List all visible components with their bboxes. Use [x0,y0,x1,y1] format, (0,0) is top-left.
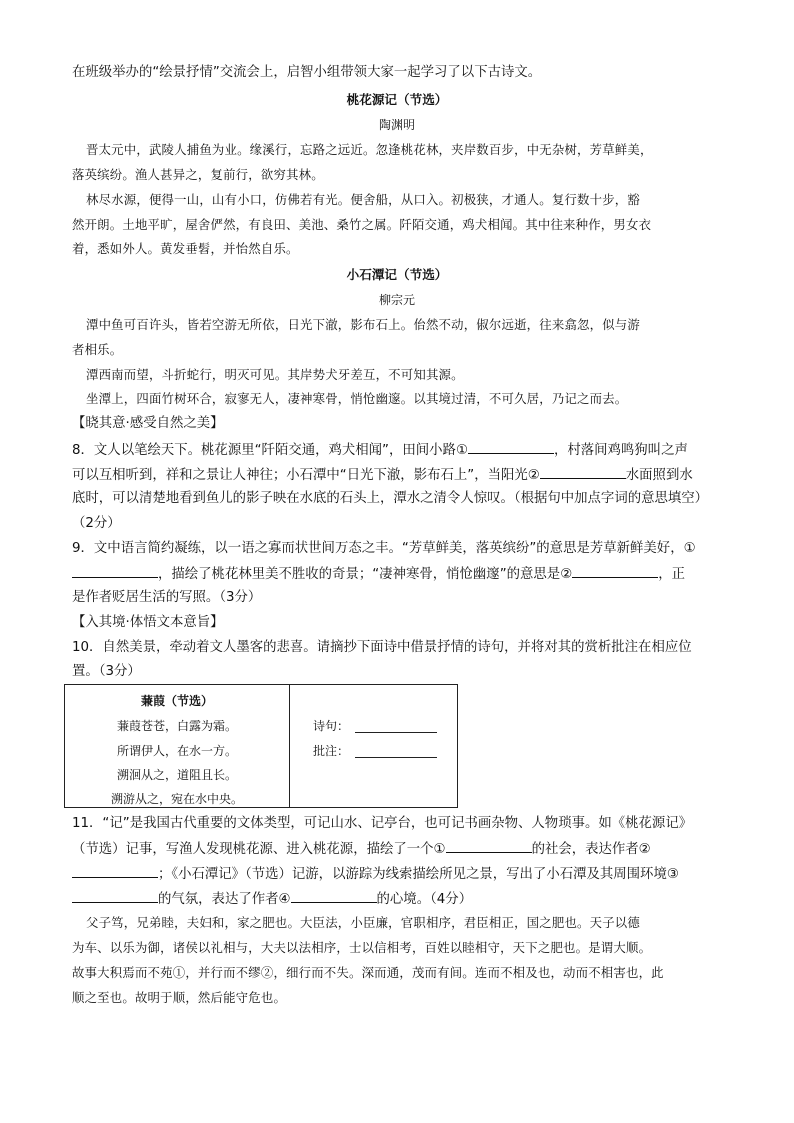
table-divider [289,685,290,807]
question-11-line: ；《小石潭记》（节选）记游，以游踪为线索描绘所见之景，写出了小石潭及其周围环境③ [72,864,679,884]
poem-title: 蒹葭（节选） [140,694,213,708]
section-heading: 【入其境·体悟文本意旨】 [72,615,224,630]
question-11-line: （节选）记事，写渔人发现桃花源、进入桃花源，描绘了一个① 的社会，表达作者② [72,839,651,859]
intro-text: 在班级举办的“绘景抒情”交流会上，启智小组带领大家一起学习了以下古诗文。 [72,65,542,80]
text3-line: 父子笃，兄弟睦，夫妇和，家之肥也。大臣法，小臣廉，官职相序，君臣相正，国之肥也。天子以德 [86,915,640,930]
text3-line: 为车、以乐为御，诸侯以礼相与，大夫以法相序，士以信相考，百姓以睦相守，天下之肥也。是谓大顺。 [72,940,652,955]
question-10-line: 10．自然美景，牵动着文人墨客的悲喜。请摘抄下面诗中借景抒情的诗句，并将对其的赏析批注在相应位 [72,640,692,655]
poem-line: 溯游从之，宛在水中央。 [110,792,243,806]
text2-line: 者相乐。 [72,342,123,357]
question-8-line: 可以互相听到，祥和之景让人神往；小石潭中“日光下澈，影布石上”，当阳光② 水面照到水 [72,465,693,485]
text1-author: 陶渊明 [378,118,415,132]
poem-line: 所谓伊人，在水一方。 [116,744,237,758]
answer-blank[interactable] [72,864,158,878]
poem-line: 蒹葭苍苍，白露为霜。 [116,719,237,733]
answer-blank[interactable] [72,564,158,578]
poem-answer-table [64,684,458,808]
question-9-line: ，描绘了桃花林里美不胜收的奇景；“凄神寒骨，悄怆幽邃”的意思是② ，正 [72,564,685,584]
verse-answer-line[interactable] [355,732,437,733]
question-11-line: 的气氛，表达了作者④ 的心境。（4分） [72,889,472,909]
note-label: 批注： [313,744,350,758]
text2-line: 潭中鱼可百许头，皆若空游无所依，日光下澈，影布石上。佁然不动，俶尔远逝，往来翕忽，似与游 [86,317,640,332]
answer-blank[interactable] [291,889,377,903]
note-answer-line[interactable] [355,757,437,758]
answer-blank[interactable] [540,465,626,479]
text3-line: 顺之至也。故明于顺，然后能守危也。 [72,990,287,1005]
text1-line: 然开朗。土地平旷，屋舍俨然，有良田、美池、桑竹之属。阡陌交通，鸡犬相闻。其中往来种作，男女衣 [72,217,652,232]
text3-line: 故事大积焉而不苑①，并行而不缪②，细行而不失。深而通，茂而有间。连而不相及也，动而不相害也，此 [72,965,664,980]
poem-line: 溯洄从之，道阻且长。 [116,768,237,782]
text1-title: 桃花源记（节选） [346,92,448,107]
answer-blank[interactable] [72,889,158,903]
question-11-line: 11．“记”是我国古代重要的文体类型，可记山水、记亭台，也可记书画杂物、人物琐事。如《桃花源记》 [72,816,693,831]
text1-line: 晋太元中，武陵人捕鱼为业。缘溪行，忘路之远近。忽逢桃花林，夹岸数百步，中无杂树，芳草鲜美， [86,142,653,157]
question-9-line: 9．文中语言简约凝练，以一语之寡而状世间万态之丰。“芳草鲜美，落英缤纷”的意思是芳草新鲜美好，① [72,541,696,556]
text2-line: 潭西南而望，斗折蛇行，明灭可见。其岸势犬牙差互，不可知其源。 [86,367,464,382]
answer-blank[interactable] [446,839,532,853]
question-8-line: 8．文人以笔绘天下。桃花源里“阡陌交通，鸡犬相闻”，田间小路① ，村落间鸡鸣狗叫之声 [72,440,688,460]
verse-label: 诗句： [313,719,350,733]
text1-line: 着，悉如外人。黄发垂髫，并怡然自乐。 [72,241,299,256]
question-10-line: 置。（3分） [72,664,141,679]
question-8-line: 底时，可以清楚地看到鱼儿的影子映在水底的石头上，潭水之清令人惊叹。（根据句中加点字词的意思填空） [72,491,709,506]
text2-line: 坐潭上，四面竹树环合，寂寥无人，凄神寒骨，悄怆幽邃。以其境过清，不可久居，乃记之而去。 [86,391,628,406]
answer-blank[interactable] [468,440,554,454]
text2-title: 小石潭记（节选） [346,267,448,282]
answer-blank[interactable] [572,564,658,578]
section-heading: 【晓其意·感受自然之美】 [72,416,224,431]
text2-author: 柳宗元 [378,293,415,307]
text1-line: 落英缤纷。渔人甚异之，复前行，欲穷其林。 [72,167,324,182]
question-8-score: （2分） [72,516,121,531]
question-9-line: 是作者贬居生活的写照。（3分） [72,590,262,605]
text1-line: 林尽水源，便得一山，山有小口，仿佛若有光。便舍船，从口入。初极狭，才通人。复行数十步，豁 [86,192,640,207]
